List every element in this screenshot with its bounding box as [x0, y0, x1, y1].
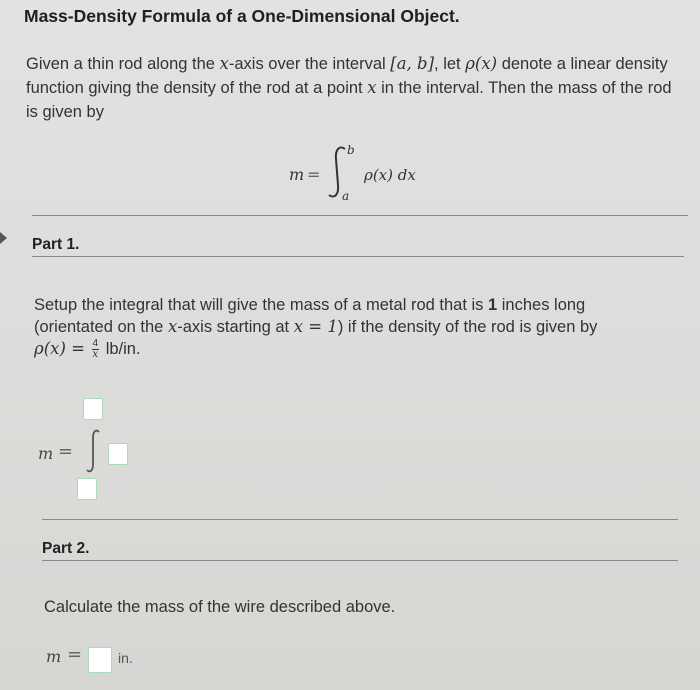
intro-text: Given a thin rod along the — [26, 55, 220, 73]
part2-heading: Part 2. — [42, 540, 90, 557]
integrand-input[interactable] — [108, 443, 128, 465]
intro-text: -axis over the interval — [228, 55, 391, 73]
m-label: m — [46, 647, 62, 666]
question-text: -axis starting at — [177, 318, 294, 336]
math-x: x — [367, 78, 377, 97]
question-text: Setup the integral that will give the mass of a metal rod that is — [34, 296, 488, 314]
integral-sign-icon — [83, 428, 103, 474]
fraction-numerator: 4 — [92, 338, 99, 350]
part1-question — [34, 294, 674, 360]
question-text: inches long — [497, 296, 586, 314]
math-x: x — [219, 54, 229, 73]
fraction-denominator: x — [92, 349, 99, 361]
intro-paragraph — [26, 52, 676, 124]
mass-integral-formula — [287, 137, 467, 207]
question-text: ) if the density of the rod is given by — [337, 318, 598, 336]
equals-sign: = — [67, 644, 83, 665]
math-x: x — [167, 317, 178, 336]
divider — [42, 560, 678, 561]
upper-limit-input[interactable] — [83, 398, 103, 420]
intro-text: in the interval. Then the mass of the rod is given by — [26, 79, 672, 121]
intro-text: denote a linear density function giving the density of the rod at a point — [26, 55, 668, 97]
intro-text: , let — [434, 55, 466, 73]
part1-heading: Part 1. — [32, 236, 80, 253]
part2-question: Calculate the mass of the wire described above. — [44, 598, 396, 616]
divider — [32, 215, 688, 216]
m-label: m — [38, 444, 54, 463]
formula-equals: = — [307, 165, 321, 184]
lower-limit-input[interactable] — [77, 478, 97, 500]
math-start: x = 1 — [293, 317, 338, 336]
math-rho: ρ(x) — [465, 54, 498, 73]
page-title: Mass-Density Formula of a One-Dimensional Object. — [24, 6, 460, 26]
formula-integrand: ρ(x) dx — [364, 166, 416, 184]
divider — [42, 519, 678, 520]
upper-limit: b — [347, 143, 355, 157]
question-text: (orientated on the — [34, 318, 168, 336]
collapse-arrow-icon — [0, 232, 7, 244]
mass-unit: in. — [118, 650, 133, 666]
mass-answer-input[interactable] — [88, 647, 112, 673]
formula-m: m — [289, 165, 305, 184]
math-interval: [a, b] — [390, 54, 435, 73]
density-fraction — [92, 339, 100, 360]
density-unit: lb/in. — [105, 340, 141, 358]
rod-length: 1 — [487, 296, 498, 314]
math-rho: ρ(x) = — [34, 339, 85, 358]
divider — [32, 256, 684, 257]
equals-sign: = — [58, 441, 74, 462]
lower-limit: a — [342, 189, 350, 203]
